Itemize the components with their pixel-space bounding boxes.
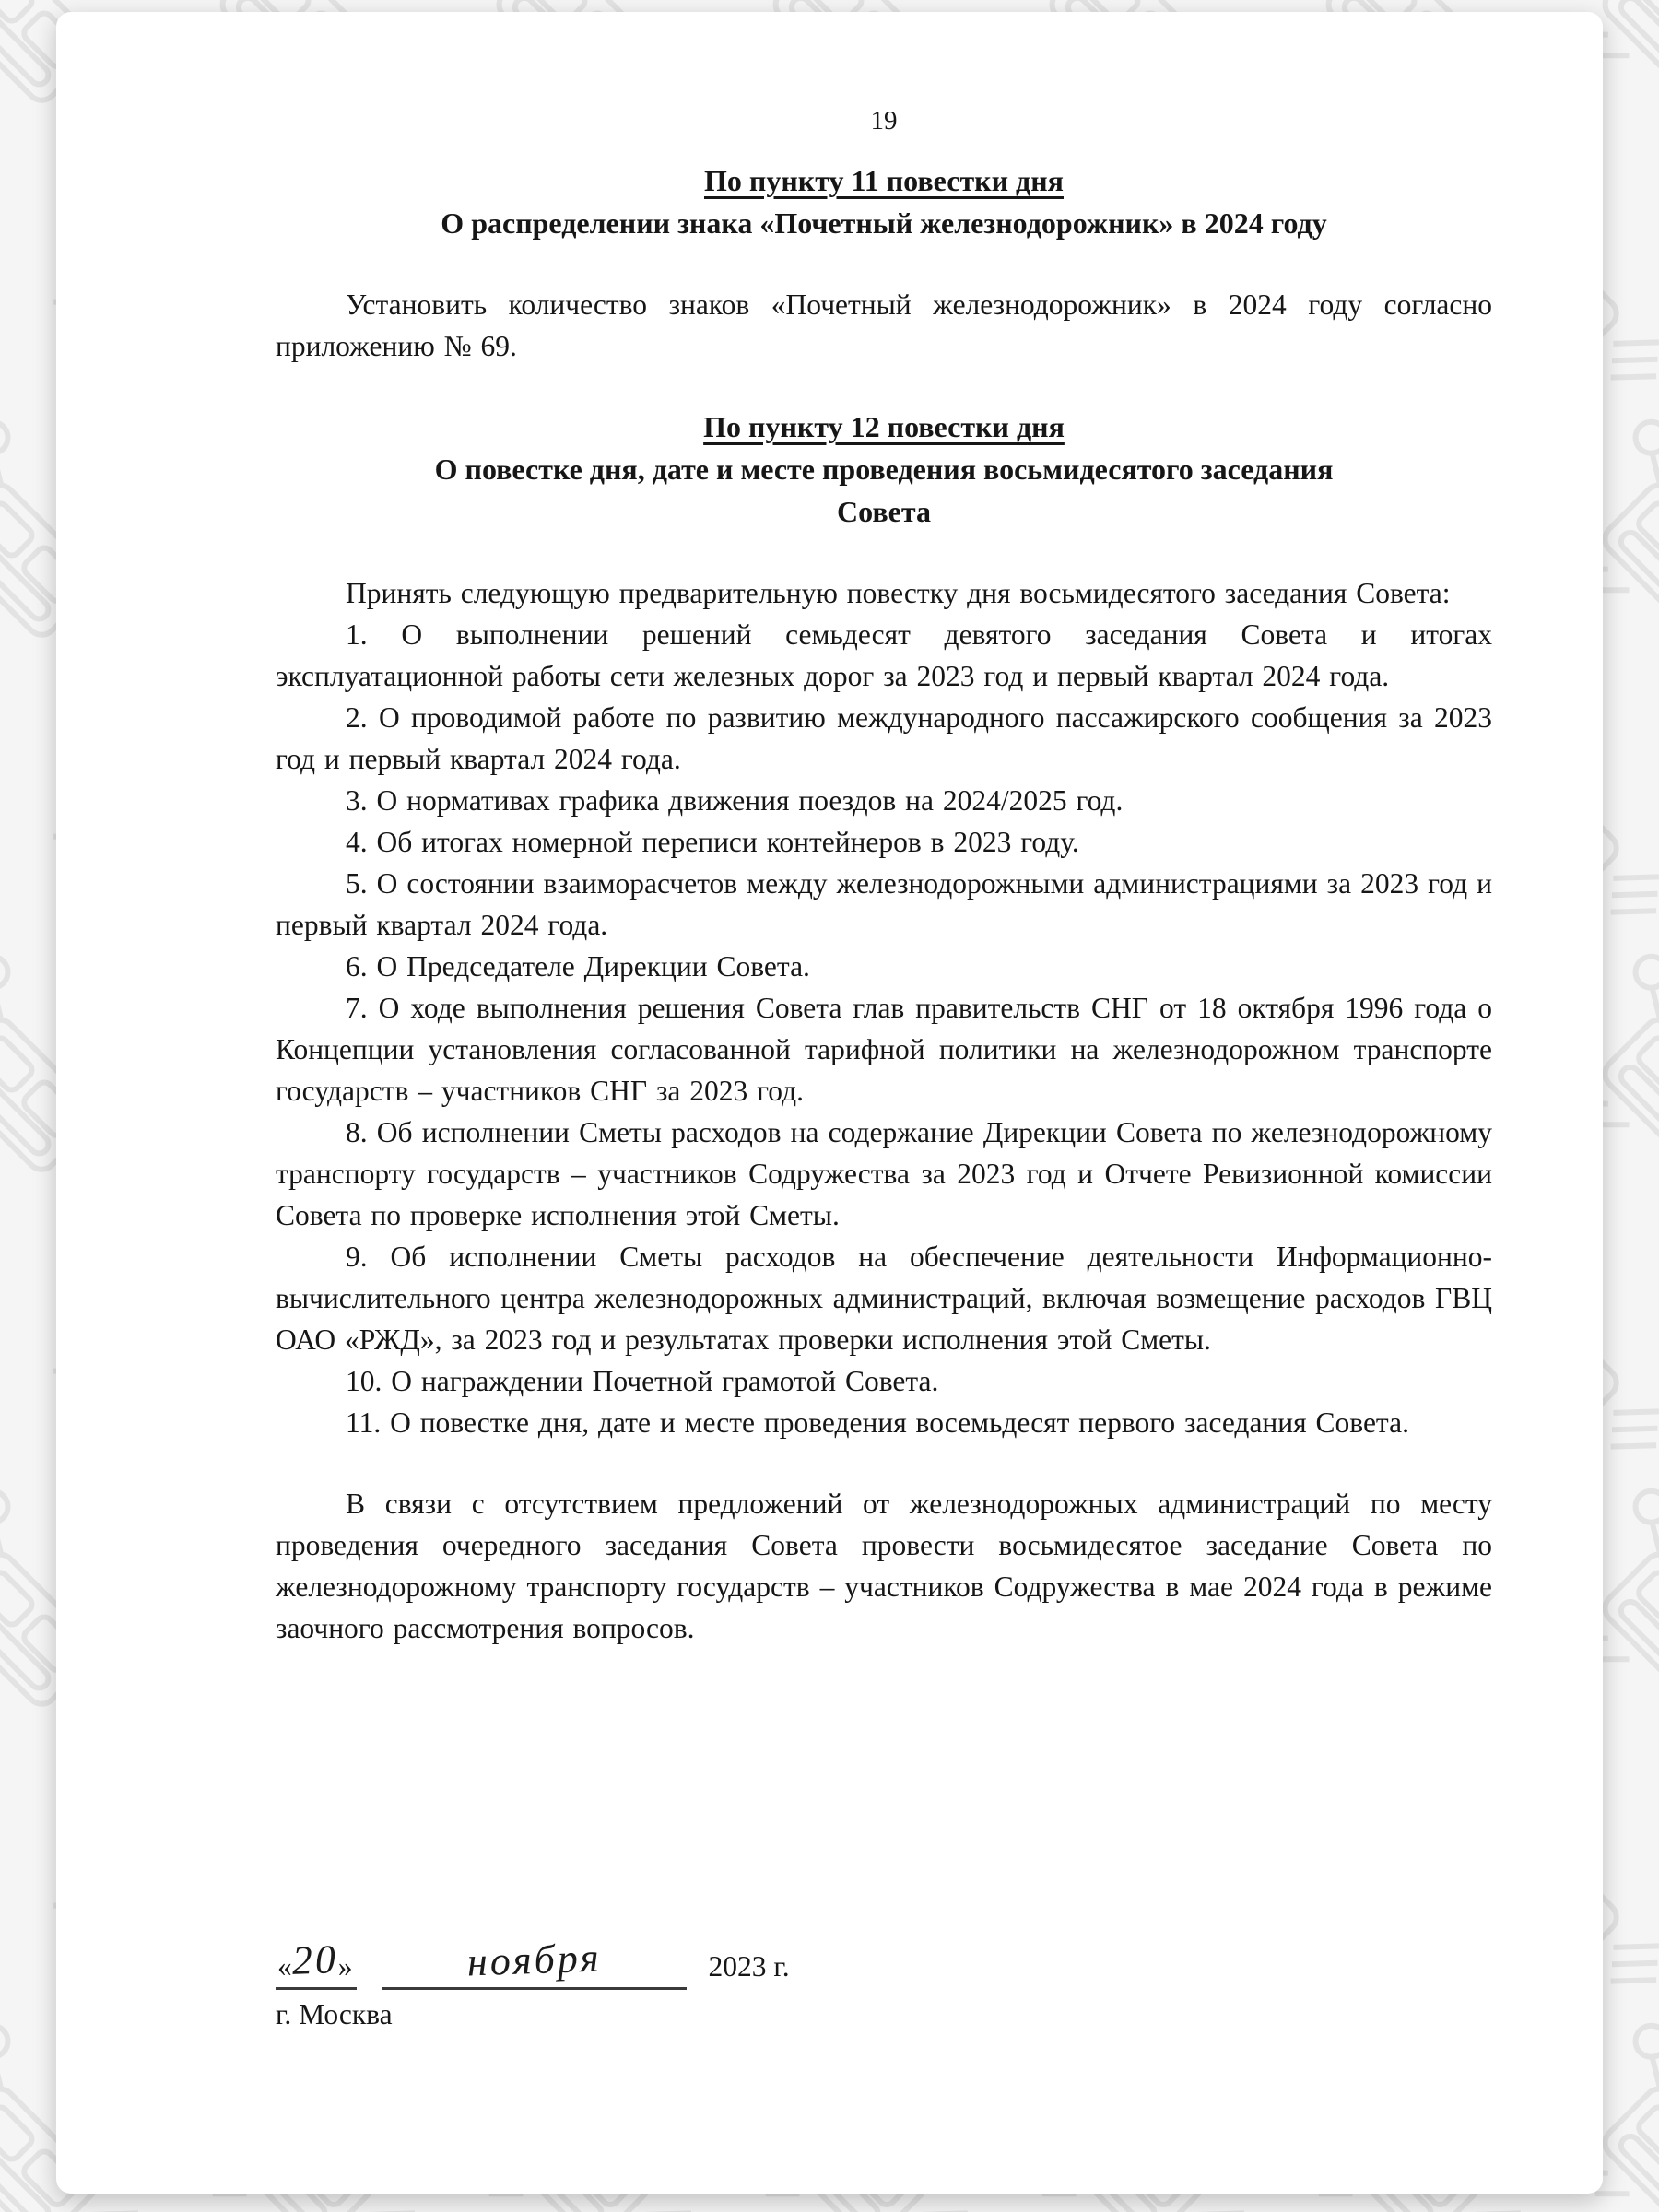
signature-block xyxy=(276,1935,790,2035)
agenda-item-5: 5. О состоянии взаиморасчетов между железнодорожными администрациями за 2023 год и первый квартал 2024 года. xyxy=(276,867,1492,941)
section-11-subheading: О распределении знака «Почетный железнодорожник» в 2024 году xyxy=(441,206,1327,240)
handwritten-day: 20 xyxy=(290,1936,339,1983)
page-number: 19 xyxy=(870,106,898,135)
section-12-intro: Принять следующую предварительную повестку дня восьмидесятого заседания Совета: xyxy=(346,577,1451,609)
section-11-heading: По пункту 11 повестки дня xyxy=(704,164,1064,197)
year-label: 2023 г. xyxy=(708,1950,790,1983)
agenda-item-6: 6. О Председателе Дирекции Совета. xyxy=(346,950,810,982)
open-quote: « xyxy=(277,1950,292,1983)
close-quote: » xyxy=(337,1950,353,1983)
date-line xyxy=(276,1935,790,1990)
section-12-subheading: О повестке дня, дате и месте проведения восьмидесятого заседания Совета xyxy=(434,453,1334,528)
agenda-item-11: 11. О повестке дня, дате и месте проведения восемьдесят первого заседания Совета. xyxy=(346,1406,1409,1439)
agenda-item-7: 7. О ходе выполнения решения Совета глав правительств СНГ от 18 октября 1996 года о Концепции установления согласованной тарифной политики на железнодорожном транспорте государств – участников СНГ за 2023 год. xyxy=(276,992,1492,1107)
day-blank xyxy=(276,1936,357,1990)
agenda-item-1: 1. О выполнении решений семьдесят девятого заседания Совета и итогах эксплуатационной работы сети железных дорог за 2023 год и первый квартал 2024 года. xyxy=(276,618,1492,692)
agenda-item-10: 10. О награждении Почетной грамотой Совета. xyxy=(346,1365,939,1397)
handwritten-month: ноября xyxy=(465,1935,603,1985)
agenda-item-2: 2. О проводимой работе по развитию международного пассажирского сообщения за 2023 год и первый квартал 2024 года. xyxy=(276,701,1492,775)
agenda-item-3: 3. О нормативах графика движения поездов на 2024/2025 год. xyxy=(346,784,1124,817)
section-11-paragraph: Установить количество знаков «Почетный железнодорожник» в 2024 году согласно приложению № 69. xyxy=(276,288,1492,362)
agenda-item-9: 9. Об исполнении Сметы расходов на обеспечение деятельности Информационно-вычислительного центра железнодорожных администраций, включая возмещение расходов ГВЦ ОАО «РЖД», за 2023 год и результатах проверки исполнения этой Сметы. xyxy=(276,1241,1492,1356)
agenda-item-8: 8. Об исполнении Сметы расходов на содержание Дирекции Совета по железнодорожному транспорту государств – участников Содружества за 2023 год и Отчете Ревизионной комиссии Совета по проверке исполнения этой Сметы. xyxy=(276,1116,1492,1231)
closing-paragraph: В связи с отсутствием предложений от железнодорожных администраций по месту проведения очередного заседания Совета провести восьмидесятое заседание Совета по железнодорожному транспорту государств – участников Содружества в мае 2024 года в режиме заочного рассмотрения вопросов. xyxy=(276,1488,1492,1644)
city-label: г. Москва xyxy=(276,1998,393,2030)
section-12-heading: По пункту 12 повестки дня xyxy=(703,410,1065,443)
agenda-item-4: 4. Об итогах номерной переписи контейнеров в 2023 году. xyxy=(346,826,1079,858)
month-blank xyxy=(382,1935,687,1990)
document-page xyxy=(56,12,1603,2194)
